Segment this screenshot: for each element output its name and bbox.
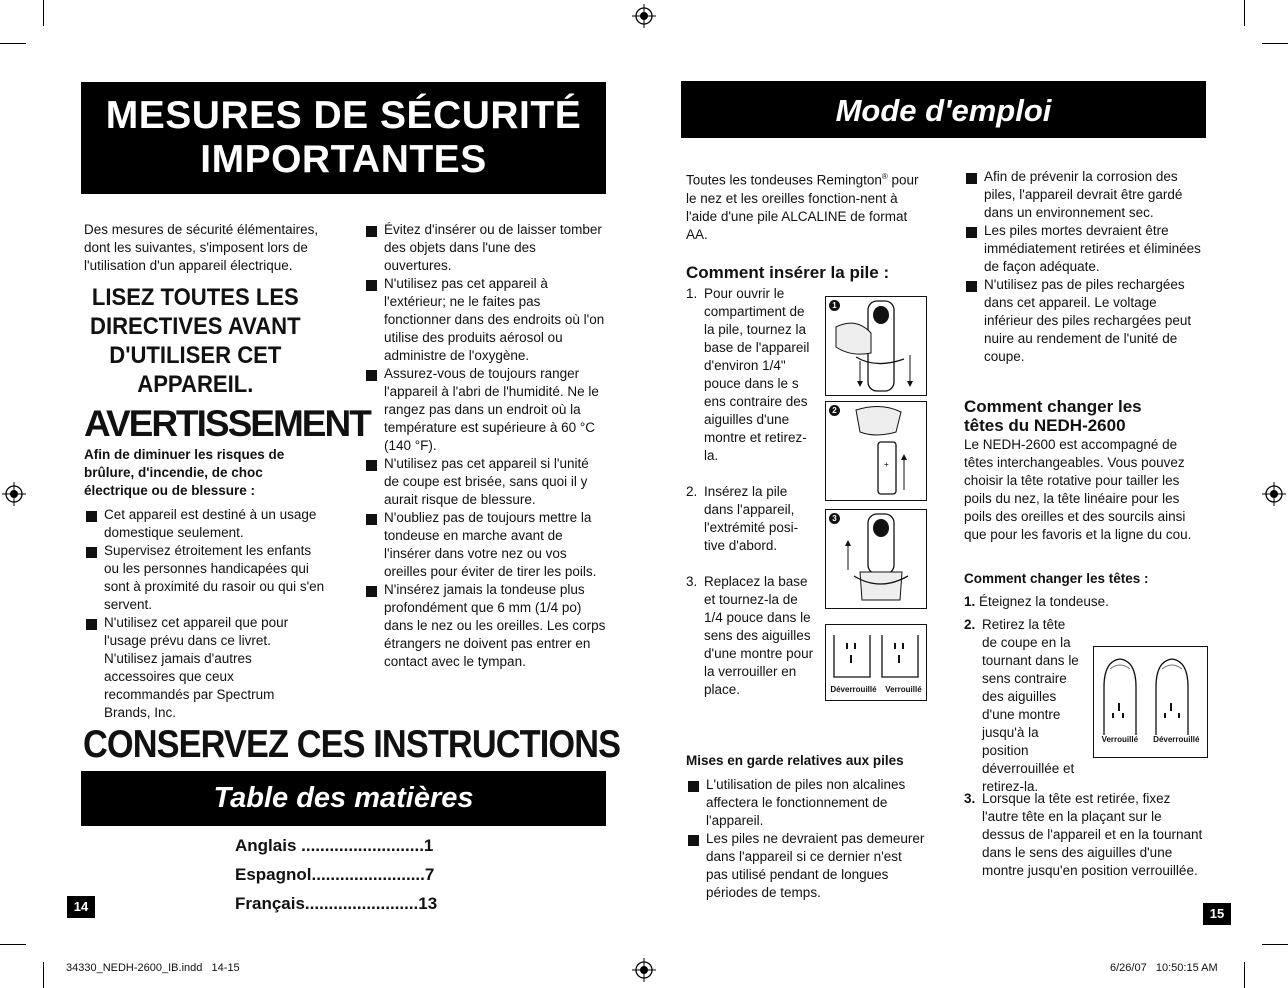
change-heads-body: Le NEDH-2600 est accompagné de têtes interchangeables. Vous pouvez choisir la tête rotative pour tailler les poils du nez, la tête linéaire pour les poils des oreilles et des sourcils ainsi que pour les favoris et la ligne du cou. bbox=[964, 437, 1192, 542]
list-item: Assurez-vous de toujours ranger l'appareil à l'abri de l'humidité. Ne le rangez pas dans un endroit où la température est supérieure à 60 °C (140 °F). bbox=[364, 365, 606, 455]
safety-title-line2: IMPORTANTES bbox=[200, 138, 487, 181]
lock-positions-illustration bbox=[826, 625, 926, 685]
change-heads-step2 bbox=[964, 616, 1084, 796]
trimmer-open-illustration bbox=[826, 297, 926, 395]
safety-bullets-col2 bbox=[364, 221, 606, 671]
list-item: Les piles ne devraient pas demeurer dans l'appareil si ce dernier n'est pas utilisé pendant de longues périodes de temps. bbox=[686, 830, 926, 902]
step-3 bbox=[964, 790, 1206, 880]
figure-head-lock bbox=[1093, 646, 1208, 758]
battery-cautions-col2 bbox=[964, 168, 1206, 366]
list-item: L'utilisation de piles non alcalines affectera le fonctionnement de l'appareil. bbox=[686, 776, 926, 830]
step-number: 2. bbox=[686, 484, 698, 499]
figure-lock-base bbox=[825, 509, 927, 609]
mode-emploi-banner bbox=[681, 81, 1206, 138]
step-number: 3. bbox=[964, 791, 976, 806]
figure-open-base bbox=[825, 296, 927, 396]
list-item: N'utilisez pas cet appareil si l'unité de coupe est brisée, sans quoi il y aurait risque de blessure. bbox=[364, 455, 606, 509]
step-text: Replacez la base et tournez-la de 1/4 pouce dans le sens des aiguilles d'une montre pour la verrouiller en place. bbox=[704, 574, 814, 697]
label-unlocked: Déverrouillé bbox=[1153, 735, 1200, 744]
safety-title-banner bbox=[81, 82, 606, 194]
registered-mark: ® bbox=[881, 172, 888, 181]
read-all-heading: LISEZ TOUTES LES DIRECTIVES AVANT D'UTILISER CET APPAREIL. bbox=[90, 284, 301, 398]
step-3 bbox=[686, 573, 818, 699]
figure-labels bbox=[826, 685, 926, 694]
intro-text-a: Toutes les tondeuses Remington bbox=[686, 172, 882, 188]
svg-text:+: + bbox=[884, 460, 889, 469]
insert-battery-heading: Comment insérer la pile : bbox=[686, 263, 890, 282]
list-item: Cet appareil est destiné à un usage domestique seulement. bbox=[84, 506, 329, 542]
step-2 bbox=[686, 483, 818, 555]
insert-steps bbox=[686, 285, 818, 699]
toc-banner bbox=[81, 771, 606, 826]
toc-item-espagnol[interactable]: Espagnol........................7 bbox=[235, 865, 435, 884]
step-text: Pour ouvrir le compartiment de la pile, tournez la base de l'appareil d'environ 1/4" pouce dans le s ens contraire des aiguilles d'une montre et retirez-la. bbox=[704, 286, 810, 463]
step-text: Éteignez la tondeuse. bbox=[979, 594, 1109, 609]
list-item: Les piles mortes devraient être immédiatement retirées et éliminées de façon adéquate. bbox=[964, 222, 1206, 276]
crop-mark bbox=[43, 962, 44, 988]
mode-emploi-title: Mode d'emploi bbox=[835, 93, 1052, 128]
list-item: N'utilisez pas de piles rechargées dans cet appareil. Le voltage inférieur des piles rechargées peut nuire au rendement de l'unité de coupe. bbox=[964, 276, 1206, 366]
figure-insert-battery bbox=[825, 401, 927, 501]
list-item: N'utilisez pas cet appareil à l'extérieur; ne le faites pas fonctionner dans des endroits où l'on utilise des produits aérosol ou administre de l'oxygène. bbox=[364, 275, 606, 365]
registration-mark-icon bbox=[1262, 482, 1286, 506]
change-heads-step1 bbox=[964, 593, 1206, 611]
list-item: N'insérez jamais la tondeuse plus profondément que 6 mm (1/4 po) dans le nez ou les oreilles. Les corps étrangers ne doivent pas entrer en contact avec le tympan. bbox=[364, 581, 606, 671]
figure-lock-unlock bbox=[825, 624, 927, 701]
footer-file-slug: 34330_NEDH-2600_IB.indd 14-15 bbox=[66, 962, 240, 974]
step-text: Lorsque la tête est retirée, fixez l'autre tête en la plaçant sur le dessus de l'appareil et en la tournant dans le sens des aiguilles d'une montre jusqu'en position verrouillée. bbox=[982, 791, 1203, 878]
figure-badge: 2 bbox=[829, 405, 840, 416]
remington-intro bbox=[686, 168, 926, 244]
toc-item-anglais[interactable]: Anglais ..........................1 bbox=[235, 836, 434, 855]
page-number-left: 14 bbox=[67, 896, 95, 918]
battery-cautions-heading: Mises en garde relatives aux piles bbox=[686, 753, 904, 768]
safety-intro: Des mesures de sécurité élémentaires, dont les suivantes, s'imposent lors de l'utilisation d'un appareil électrique. bbox=[84, 222, 319, 273]
step-number: 3. bbox=[686, 574, 698, 589]
registration-mark-icon bbox=[632, 4, 656, 28]
list-item: N'oubliez pas de toujours mettre la tondeuse en marche avant de l'insérer dans votre nez ou vos oreilles pour éviter de tirer les poils. bbox=[364, 509, 606, 581]
warning-subtitle: Afin de diminuer les risques de brûlure, d'incendie, de choc électrique ou de blessure : bbox=[84, 447, 285, 498]
crop-mark bbox=[0, 944, 26, 945]
change-heads-subheading: Comment changer les têtes : bbox=[964, 571, 1149, 586]
warning-title: AVERTISSEMENT bbox=[84, 403, 370, 444]
trimmer-lock-illustration bbox=[826, 510, 926, 608]
change-heads-step3 bbox=[964, 790, 1206, 880]
battery-insert-illustration bbox=[826, 402, 926, 500]
crop-mark bbox=[1262, 944, 1288, 945]
list-item: Supervisez étroitement les enfants ou les personnes handicapées qui sont à proximité du rasoir ou qui s'en servent. bbox=[84, 542, 329, 614]
list-item: Évitez d'insérer ou de laisser tomber des objets dans l'une des ouvertures. bbox=[364, 221, 606, 275]
label-unlocked: Déverrouillé bbox=[830, 685, 877, 694]
toc-title: Table des matières bbox=[213, 782, 474, 814]
change-heads-heading bbox=[964, 397, 1142, 435]
figure-badge: 3 bbox=[829, 513, 840, 524]
registration-mark-icon bbox=[2, 482, 26, 506]
step-number: 2. bbox=[964, 617, 976, 632]
label-locked: Verrouillé bbox=[1101, 735, 1139, 744]
step-1 bbox=[686, 285, 818, 465]
figure-labels bbox=[1094, 735, 1207, 744]
step-2 bbox=[964, 616, 1084, 796]
step-text: Insérez la pile dans l'appareil, l'extrémité posi-tive d'abord. bbox=[704, 484, 799, 553]
safety-title-line1: MESURES DE SÉCURITÉ bbox=[105, 94, 582, 137]
crop-mark bbox=[1244, 962, 1245, 988]
safety-bullets-col1 bbox=[84, 506, 329, 722]
battery-cautions-col1 bbox=[686, 776, 926, 902]
crop-mark bbox=[43, 0, 44, 26]
list-item: Afin de prévenir la corrosion des piles, l'appareil devrait être gardé dans un environnement sec. bbox=[964, 168, 1206, 222]
step-number: 1. bbox=[964, 594, 976, 609]
change-heads-line1: Comment changer les bbox=[964, 397, 1142, 416]
step-text: Retirez la tête de coupe en la tournant dans le sens contraire des aiguilles d'une montre jusqu'à la position déverrouillée et retirez-la. bbox=[982, 617, 1079, 794]
change-heads-line2: têtes du NEDH-2600 bbox=[964, 416, 1126, 435]
footer-date-slug: 6/26/07 10:50:15 AM bbox=[1110, 962, 1218, 974]
crop-mark bbox=[1244, 0, 1245, 26]
crop-mark bbox=[1262, 43, 1288, 44]
toc-list bbox=[235, 831, 465, 918]
list-item: N'utilisez cet appareil que pour l'usage prévu dans ce livret. N'utilisez jamais d'autres accessoires que ceux recommandés par Spectrum Brands, Inc. bbox=[84, 614, 329, 722]
step-number: 1. bbox=[686, 286, 698, 301]
heads-illustration bbox=[1094, 647, 1207, 737]
toc-item-francais[interactable]: Français........................13 bbox=[235, 894, 438, 913]
page-number-right: 15 bbox=[1203, 903, 1231, 925]
intro-text-b: pour le nez et les oreilles fonction-nent à l'aide d'une pile ALCALINE de format AA. bbox=[686, 172, 919, 242]
figure-badge: 1 bbox=[829, 300, 840, 311]
label-locked: Verrouillé bbox=[885, 685, 922, 694]
conserve-instructions-heading: CONSERVEZ CES INSTRUCTIONS bbox=[83, 723, 621, 766]
crop-mark bbox=[0, 43, 26, 44]
registration-mark-icon bbox=[632, 958, 656, 982]
